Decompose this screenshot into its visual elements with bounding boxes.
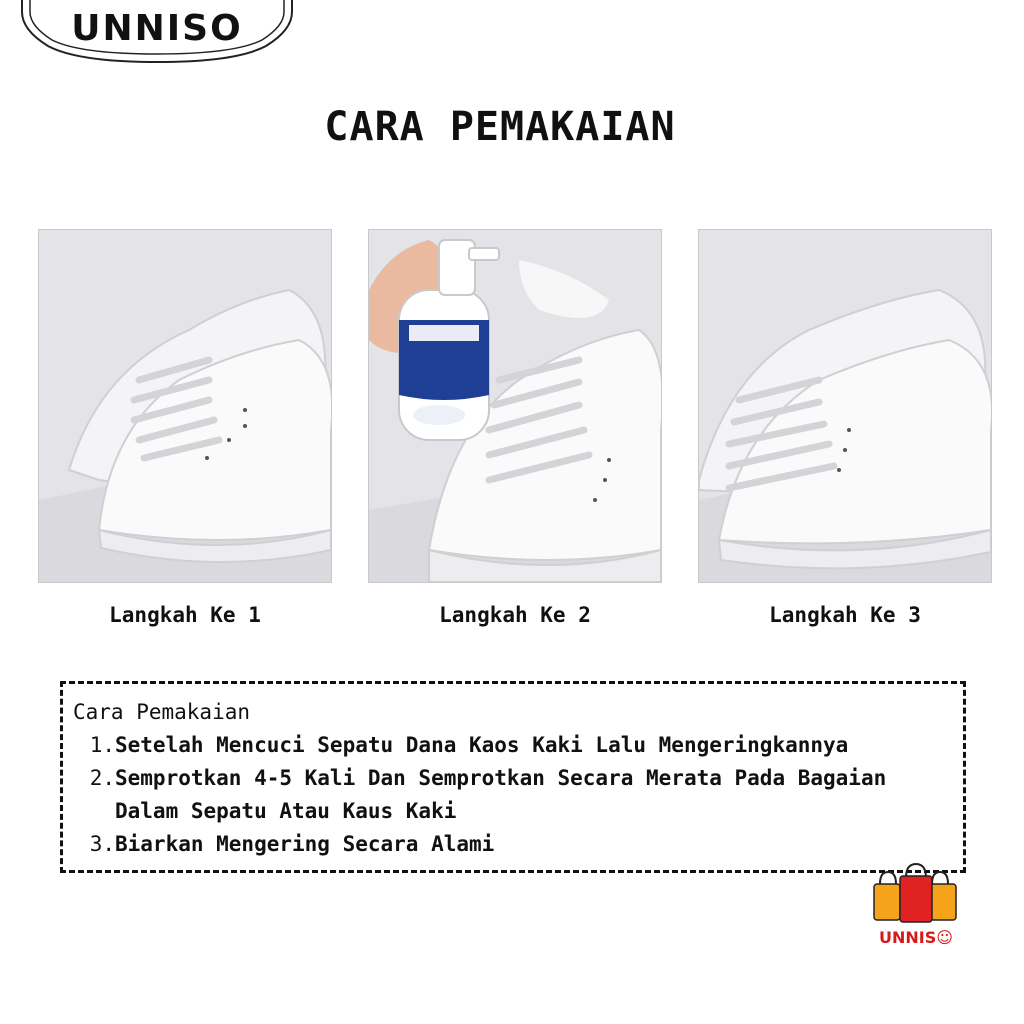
list-text: Setelah Mencuci Sepatu Dana Kaos Kaki Lalu Mengeringkannya bbox=[115, 733, 849, 757]
list-text: Semprotkan 4-5 Kali Dan Semprotkan Secara Merata Pada Bagaian Dalam Sepatu Atau Kaus Kaki bbox=[115, 766, 887, 823]
list-item bbox=[73, 729, 953, 762]
step-3-label: Langkah Ke 3 bbox=[769, 603, 921, 627]
step-2 bbox=[368, 229, 662, 627]
step-1-photo bbox=[38, 229, 332, 583]
step-1-label: Langkah Ke 1 bbox=[109, 603, 261, 627]
step-3-photo bbox=[698, 229, 992, 583]
step-3 bbox=[698, 229, 992, 627]
step-1 bbox=[38, 229, 332, 627]
brand-badge bbox=[18, 0, 296, 64]
sneaker-icon bbox=[39, 230, 331, 582]
brand-name: UNNISO bbox=[71, 8, 243, 49]
unniso-logo bbox=[870, 862, 962, 952]
shopping-bags-icon bbox=[870, 862, 962, 928]
list-item bbox=[73, 828, 953, 861]
step-2-label: Langkah Ke 2 bbox=[439, 603, 591, 627]
list-number: 1. bbox=[89, 733, 115, 757]
logo-text: UNNIS☺ bbox=[879, 928, 953, 947]
step-2-photo bbox=[368, 229, 662, 583]
spray-sneaker-icon bbox=[369, 230, 661, 582]
page-title: CARA PEMAKAIAN bbox=[324, 104, 676, 150]
list-item bbox=[73, 762, 953, 828]
list-number: 3. bbox=[89, 832, 115, 856]
instructions-list bbox=[73, 729, 953, 861]
list-text: Biarkan Mengering Secara Alami bbox=[115, 832, 495, 856]
instructions-box bbox=[60, 681, 966, 873]
instructions-heading: Cara Pemakaian bbox=[73, 700, 251, 724]
sneaker-icon bbox=[699, 230, 991, 582]
list-number: 2. bbox=[89, 766, 115, 790]
